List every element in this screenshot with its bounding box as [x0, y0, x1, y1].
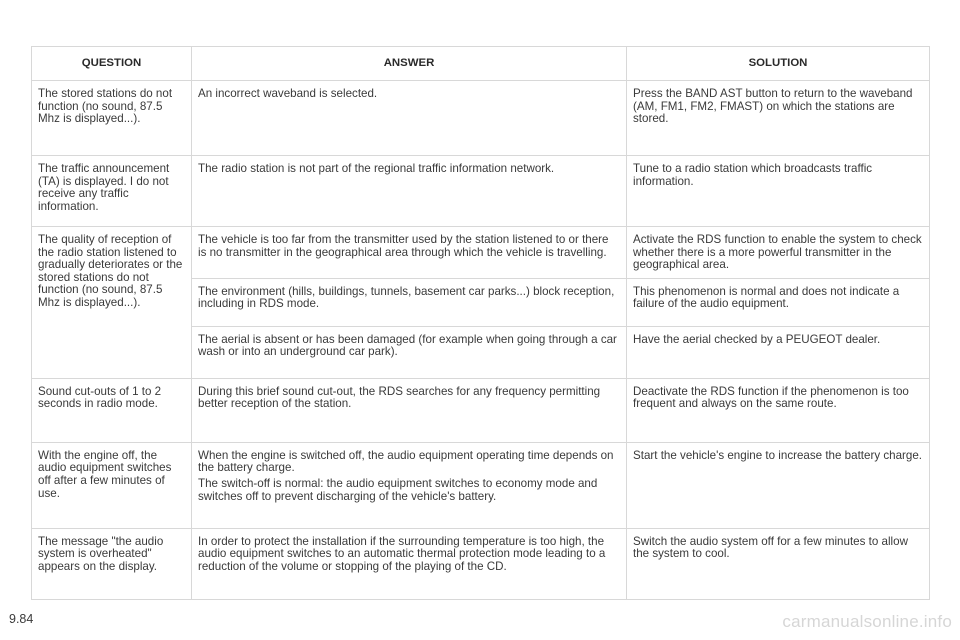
table-row — [32, 442, 930, 528]
header-answer: ANSWER — [192, 47, 627, 81]
solution-cell: Deactivate the RDS function if the phenomenon is too frequent and always on the same route. — [627, 378, 930, 442]
answer-cell: The aerial is absent or has been damaged (for example when going through a car wash or into an underground car park). — [192, 326, 627, 378]
table-row — [32, 528, 930, 599]
solution-cell: Activate the RDS function to enable the system to check whether there is a more powerful transmitter in the geographical area. — [627, 227, 930, 279]
answer-cell: In order to protect the installation if the surrounding temperature is too high, the audio equipment switches to an automatic thermal protection mode leading to a reduction of the volume or stopping of the playing of the CD. — [192, 528, 627, 599]
answer-cell: During this brief sound cut-out, the RDS searches for any frequency permitting better reception of the station. — [192, 378, 627, 442]
answer-paragraph: The switch-off is normal: the audio equipment switches to economy mode and switches off to prevent discharging of the vehicle's battery. — [198, 476, 598, 503]
answer-paragraph: When the engine is switched off, the audio equipment operating time depends on the battery charge. — [198, 448, 614, 475]
solution-cell: Tune to a radio station which broadcasts traffic information. — [627, 156, 930, 227]
header-solution: SOLUTION — [627, 47, 930, 81]
solution-cell: This phenomenon is normal and does not indicate a failure of the audio equipment. — [627, 278, 930, 326]
solution-cell: Have the aerial checked by a PEUGEOT dealer. — [627, 326, 930, 378]
question-cell: With the engine off, the audio equipment switches off after a few minutes of use. — [32, 442, 192, 528]
question-cell: The traffic announcement (TA) is displayed. I do not receive any traffic information. — [32, 156, 192, 227]
faq-table — [31, 46, 930, 600]
watermark: carmanualsonline.info — [782, 612, 952, 631]
solution-cell: Switch the audio system off for a few minutes to allow the system to cool. — [627, 528, 930, 599]
question-cell: The quality of reception of the radio station listened to gradually deteriorates or the stored stations do not function (no sound, 87.5 Mhz is displayed...). — [32, 227, 192, 379]
answer-cell: The environment (hills, buildings, tunnels, basement car parks...) block reception, including in RDS mode. — [192, 278, 627, 326]
table-row — [32, 81, 930, 156]
answer-cell: The vehicle is too far from the transmitter used by the station listened to or there is no transmitter in the geographical area through which the vehicle is travelling. — [192, 227, 627, 279]
page-number: 9.84 — [9, 612, 34, 626]
table-row — [32, 378, 930, 442]
answer-cell: The radio station is not part of the regional traffic information network. — [192, 156, 627, 227]
header-row — [32, 47, 930, 81]
question-cell: The stored stations do not function (no sound, 87.5 Mhz is displayed...). — [32, 81, 192, 156]
solution-cell: Press the BAND AST button to return to the waveband (AM, FM1, FM2, FMAST) on which the stations are stored. — [627, 81, 930, 156]
table-row — [32, 156, 930, 227]
question-cell: Sound cut-outs of 1 to 2 seconds in radio mode. — [32, 378, 192, 442]
answer-cell — [192, 442, 627, 528]
header-question: QUESTION — [32, 47, 192, 81]
answer-cell: An incorrect waveband is selected. — [192, 81, 627, 156]
solution-cell: Start the vehicle's engine to increase the battery charge. — [627, 442, 930, 528]
table-row — [32, 227, 930, 279]
question-cell: The message "the audio system is overheated" appears on the display. — [32, 528, 192, 599]
